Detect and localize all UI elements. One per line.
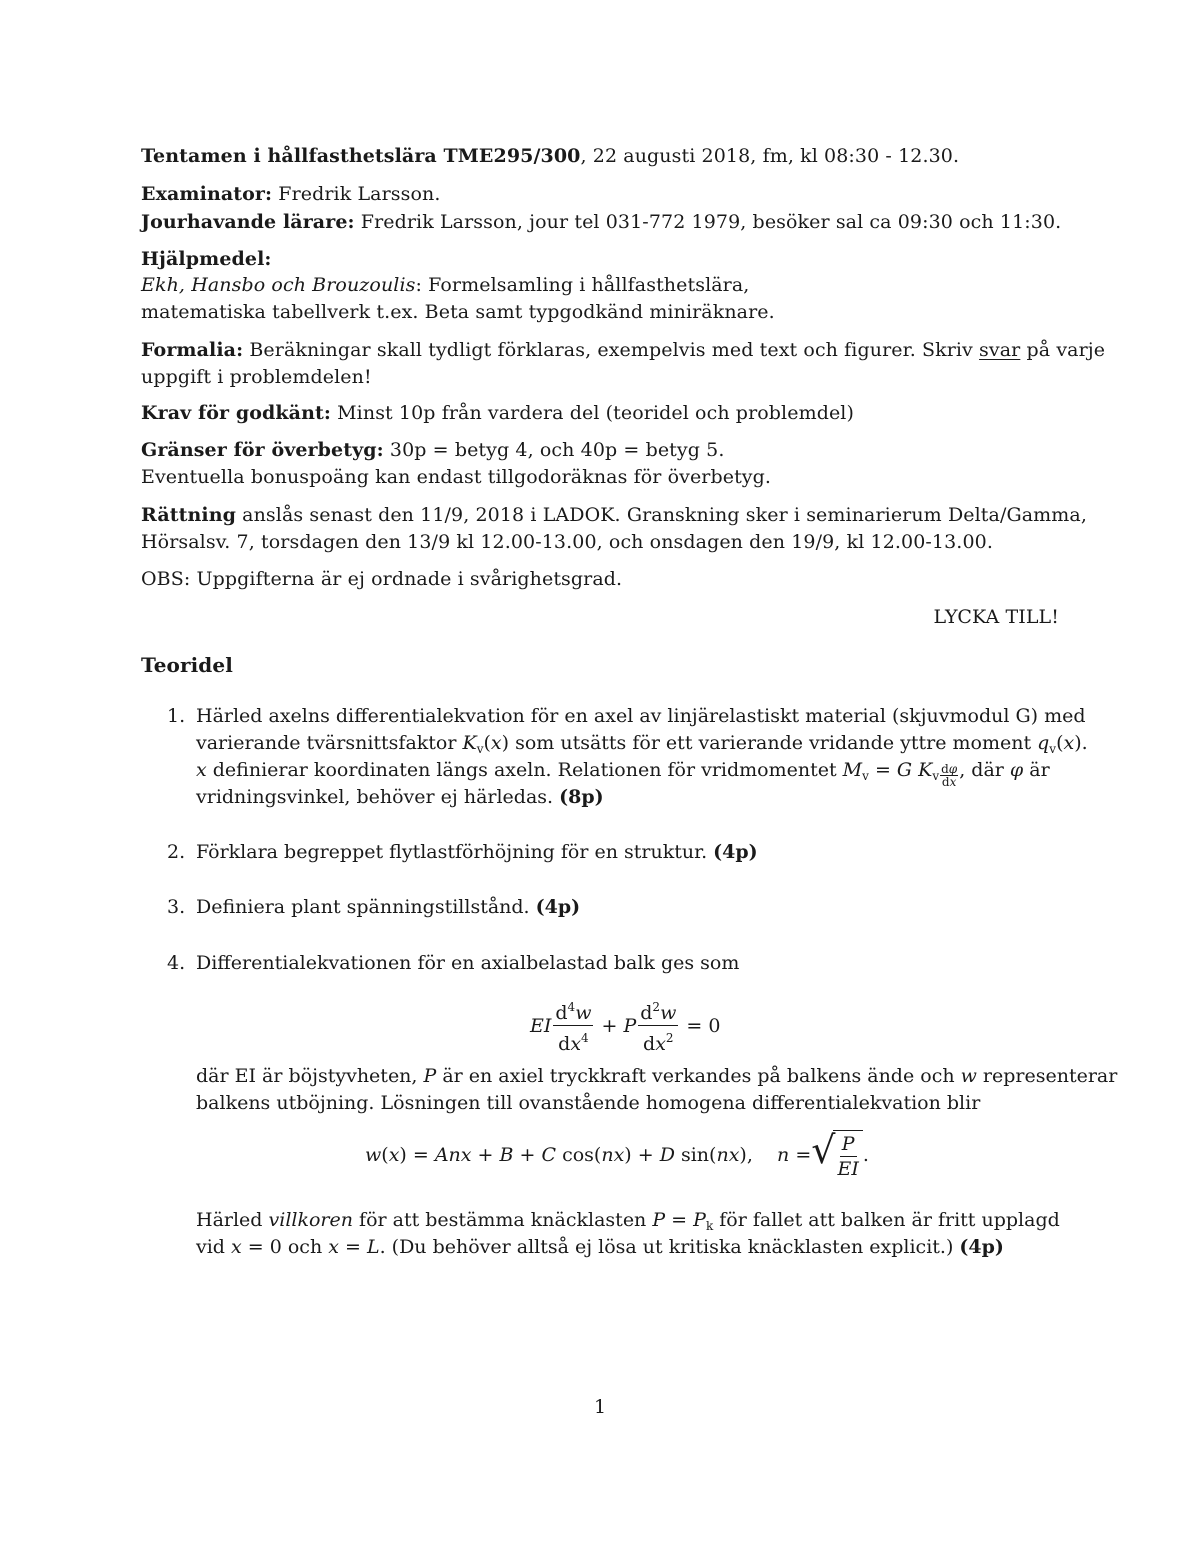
- q4-line4: Härled villkoren för att bestämma knäcklasten $P = P_k$ för fallet att balken är fritt upplagd: [196, 1209, 1060, 1233]
- hjalpmedel-line2: matematiska tabellverk t.ex. Beta samt typgodkänd miniräknare.: [141, 301, 775, 323]
- formalia-line2: uppgift i problemdelen!: [141, 366, 372, 388]
- q2-text: Förklara begreppet flytlastförhöjning för en struktur. (4p): [196, 841, 758, 863]
- krav-line: Krav för godkänt: Minst 10p från vardera del (teoridel och problemdel): [141, 402, 854, 424]
- q1-number: 1.: [167, 705, 186, 727]
- q4-line1: Differentialekvationen för en axialbelastad balk ges som: [196, 952, 740, 974]
- q4-line5: vid x = 0 och x = L. (Du behöver alltså ej lösa ut kritiska knäcklasten explicit.) (4p): [196, 1236, 1004, 1258]
- q1-line2: varierande tvärsnittsfaktor $K_v(x)$ som utsätts för ett varierande vridande yttre moment $q_v(x)$.: [196, 732, 1088, 756]
- granser-line1: Gränser för överbetyg: 30p = betyg 4, och 40p = betyg 5.: [141, 439, 725, 461]
- granser-line2: Eventuella bonuspoäng kan endast tillgodoräknas för överbetyg.: [141, 466, 772, 488]
- rattning-line1: Rättning anslås senast den 11/9, 2018 i LADOK. Granskning sker i seminarierum Delta/Gamma,: [141, 504, 1087, 526]
- q1-line3: x definierar koordinaten längs axeln. Relationen för vridmomentet $M_v = G$ $K_v$ $\frac{d\varphi}{dx}$ , där φ är: [196, 759, 1050, 789]
- page-number: 1: [593, 1396, 607, 1418]
- obs-line: OBS: Uppgifterna är ej ordnade i svårighetsgrad.: [141, 568, 623, 590]
- q3-number: 3.: [167, 896, 186, 918]
- jour-line: Jourhavande lärare: Fredrik Larsson, jour tel 031-772 1979, besöker sal ca 09:30 och 11:30.: [141, 211, 1062, 233]
- q4-line2: där EI är böjstyvheten, P är en axiel tryckkraft verkandes på balkens ände och w representerar: [196, 1065, 1118, 1087]
- rattning-line2: Hörsalsv. 7, torsdagen den 13/9 kl 12.00-13.00, och onsdagen den 19/9, kl 12.00-13.00.: [141, 531, 993, 553]
- equation-general-solution: w(x) = Anx + B + C cos(nx) + D sin(nx), n = √ $\frac{P}{EI}$ .: [365, 1128, 869, 1180]
- q3-text: Definiera plant spänningstillstånd. (4p): [196, 896, 581, 918]
- q4-line3: balkens utböjning. Lösningen till ovanstående homogena differentialekvation blir: [196, 1092, 981, 1114]
- lycka-till: LYCKA TILL!: [933, 606, 1059, 628]
- equation-buckling-ode: EI $\frac{d^4w}{dx^4}$ + P $\frac{d^2w}{dx^2}$ = 0: [530, 996, 720, 1055]
- hjalpmedel-heading: Hjälpmedel:: [141, 248, 272, 270]
- q2-number: 2.: [167, 841, 186, 863]
- hjalpmedel-line1: Ekh, Hansbo och Brouzoulis: Formelsamling i hållfasthetslära,: [141, 274, 750, 296]
- examinator-line: Examinator: Fredrik Larsson.: [141, 183, 441, 205]
- q1-line1: Härled axelns differentialekvation för en axel av linjärelastiskt material (skjuvmodul G) med: [196, 705, 1086, 727]
- q4-number: 4.: [167, 952, 186, 974]
- section-title-teoridel: Teoridel: [141, 653, 233, 677]
- exam-title: Tentamen i hållfasthetslära TME295/300, 22 augusti 2018, fm, kl 08:30 - 12.30.: [141, 145, 960, 167]
- q1-line4: vridningsvinkel, behöver ej härledas. (8p): [196, 786, 604, 808]
- formalia-line1: Formalia: Beräkningar skall tydligt förklaras, exempelvis med text och figurer. Skriv svar på varje: [141, 339, 1106, 361]
